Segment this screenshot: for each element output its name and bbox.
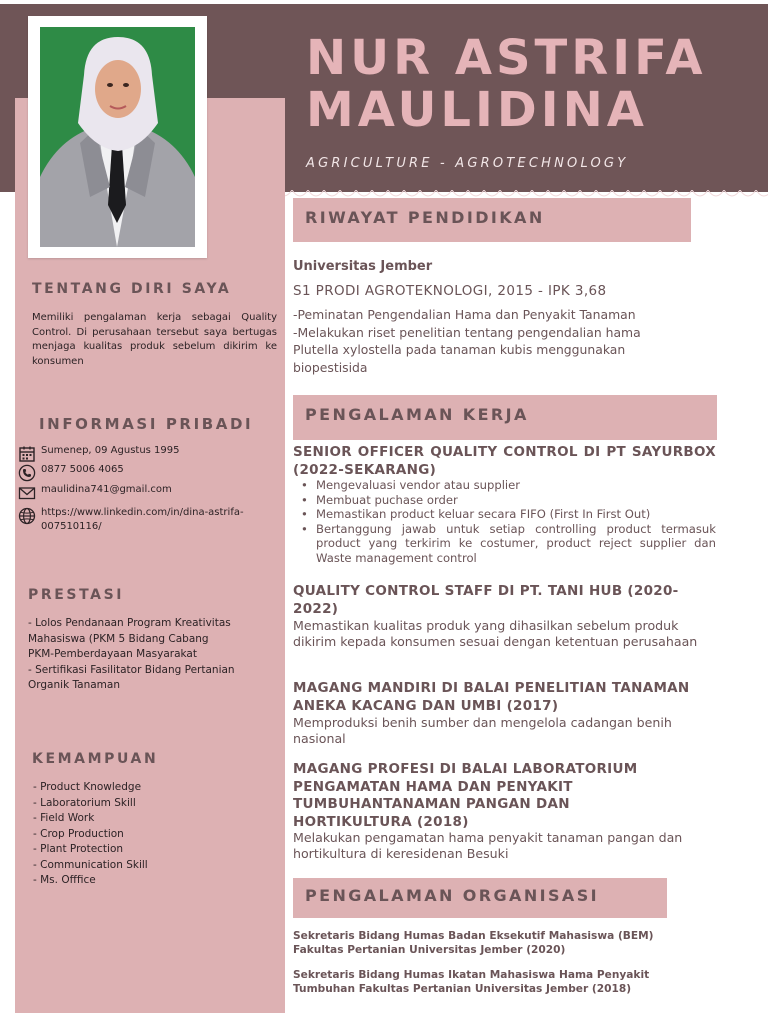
skill-item: - Plant Protection — [33, 843, 124, 855]
job-title-laboratorium: MAGANG PROFESI DI BALAI LABORATORIUM PENGAMATAN HAMA DAN PENYAKIT TUMBUHANTANAMAN PANGAN DAN HORTIKULTURA (2018) — [293, 761, 638, 830]
linkedin-url[interactable]: https://www.linkedin.com/in/dina-astrifa-007510116/ — [41, 507, 244, 532]
skill-item: - Communication Skill — [33, 858, 148, 871]
education-note: -Melakukan riset penelitian tentang pengendalian hama — [293, 324, 641, 340]
job-subtitle: AGRICULTURE - AGROTECHNOLOGY — [306, 156, 629, 171]
job-desc-balitkabi: Memproduksi benih sumber dan mengelola cadangan benih nasional — [293, 715, 672, 746]
calendar-icon — [17, 444, 37, 464]
achievement-line: - Sertifikasi Fasilitator Bidang Pertanian — [28, 663, 235, 676]
organization-item: Sekretaris Bidang Humas Badan Eksekutif Mahasiswa (BEM) Fakultas Pertanian Universitas Jember (2020) — [293, 930, 654, 956]
profile-photo-frame — [28, 16, 207, 258]
full-name — [306, 32, 756, 136]
job-title-tanihub: QUALITY CONTROL STAFF DI PT. TANI HUB (2020-2022) — [293, 583, 679, 617]
education-degree: S1 PRODI AGROTEKNOLOGI, 2015 - IPK 3,68 — [293, 283, 607, 299]
work-section-bar — [293, 395, 717, 440]
skill-item: - Ms. Offfice — [33, 874, 96, 886]
personal-info-heading: INFORMASI PRIBADI — [39, 415, 254, 433]
education-note: Plutella xylostella pada tanaman kubis menggunakan — [293, 342, 626, 357]
profile-photo — [40, 27, 195, 247]
skill-item: - Field Work — [33, 812, 95, 824]
job-title-sayurbox: SENIOR OFFICER QUALITY CONTROL DI PT SAYURBOX (2022-SEKARANG) — [293, 444, 716, 478]
about-heading: TENTANG DIRI SAYA — [32, 281, 232, 297]
achievement-line: Organik Tanaman — [28, 679, 121, 691]
work-heading: PENGALAMAN KERJA — [305, 405, 529, 424]
job-desc-tanihub: Memastikan kualitas produk yang dihasilkan sebelum produk dikirim kepada konsumen sesuai dengan ketentuan perusahaan — [293, 618, 698, 649]
job-title-balitkabi: MAGANG MANDIRI DI BALAI PENELITIAN TANAMAN ANEKA KACANG DAN UMBI (2017) — [293, 680, 690, 714]
organization-item: Sekretaris Bidang Humas Ikatan Mahasiswa Hama Penyakit Tumbuhan Fakultas Pertanian Universitas Jember (2018) — [293, 969, 650, 995]
mail-icon — [17, 483, 37, 503]
achievements-heading: PRESTASI — [28, 587, 125, 603]
education-heading: RIWAYAT PENDIDIKAN — [305, 208, 545, 227]
portrait-illustration — [40, 27, 195, 247]
education-section-bar — [293, 198, 691, 242]
education-notes — [293, 306, 723, 376]
info-linkedin[interactable] — [17, 506, 273, 534]
phone-number[interactable]: 0877 5006 4065 — [41, 464, 124, 475]
name-line-2: MAULIDINA — [306, 82, 648, 138]
birth-info-text: Sumenep, 09 Agustus 1995 — [41, 445, 180, 456]
skills-heading: KEMAMPUAN — [32, 751, 159, 767]
job-bullets-sayurbox — [298, 478, 716, 566]
job-bullet: • Membuat puchase order — [298, 493, 716, 508]
skill-item: - Crop Production — [33, 827, 124, 840]
job-bullet: • Mengevaluasi vendor atau supplier — [298, 478, 716, 493]
achievement-line: PKM-Pemberdayaan Masyarakat — [28, 648, 197, 660]
education-school: Universitas Jember — [293, 259, 433, 274]
info-email[interactable] — [17, 483, 273, 503]
education-note: biopestisida — [293, 359, 368, 375]
organization-section-bar — [293, 878, 667, 918]
organization-heading: PENGALAMAN ORGANISASI — [305, 886, 599, 905]
info-phone[interactable] — [17, 463, 273, 483]
achievement-line: Mahasiswa (PKM 5 Bidang Cabang — [28, 632, 209, 645]
job-desc-laboratorium: Melakukan pengamatan hama penyakit tanaman pangan dan hortikultura di keresidenan Besuki — [293, 830, 683, 861]
skills-list — [33, 780, 273, 889]
info-birth — [17, 444, 273, 464]
email-address[interactable]: maulidina741@gmail.com — [41, 484, 172, 495]
phone-icon — [17, 463, 37, 483]
achievement-line: - Lolos Pendanaan Program Kreativitas — [28, 617, 231, 629]
globe-icon — [17, 506, 37, 526]
achievements-list — [28, 616, 278, 694]
name-line-1: NUR ASTRIFA — [306, 30, 707, 86]
skill-item: - Laboratorium Skill — [33, 796, 136, 809]
job-bullet: • Bertanggung jawab untuk setiap controlling product termasuk product yang terkirim ke costumer, product reject supplier dan Waste management control — [298, 522, 716, 566]
skill-item: - Product Knowledge — [33, 781, 142, 793]
job-bullet: • Memastikan product keluar secara FIFO (First In First Out) — [298, 507, 716, 522]
education-note: -Peminatan Pengendalian Hama dan Penyakit Tanaman — [293, 307, 636, 322]
about-text: Memiliki pengalaman kerja sebagai Quality Control. Di perusahaan tersebut saya bertugas menjaga kualitas produk sebelum dikirim ke konsumen — [32, 312, 277, 367]
